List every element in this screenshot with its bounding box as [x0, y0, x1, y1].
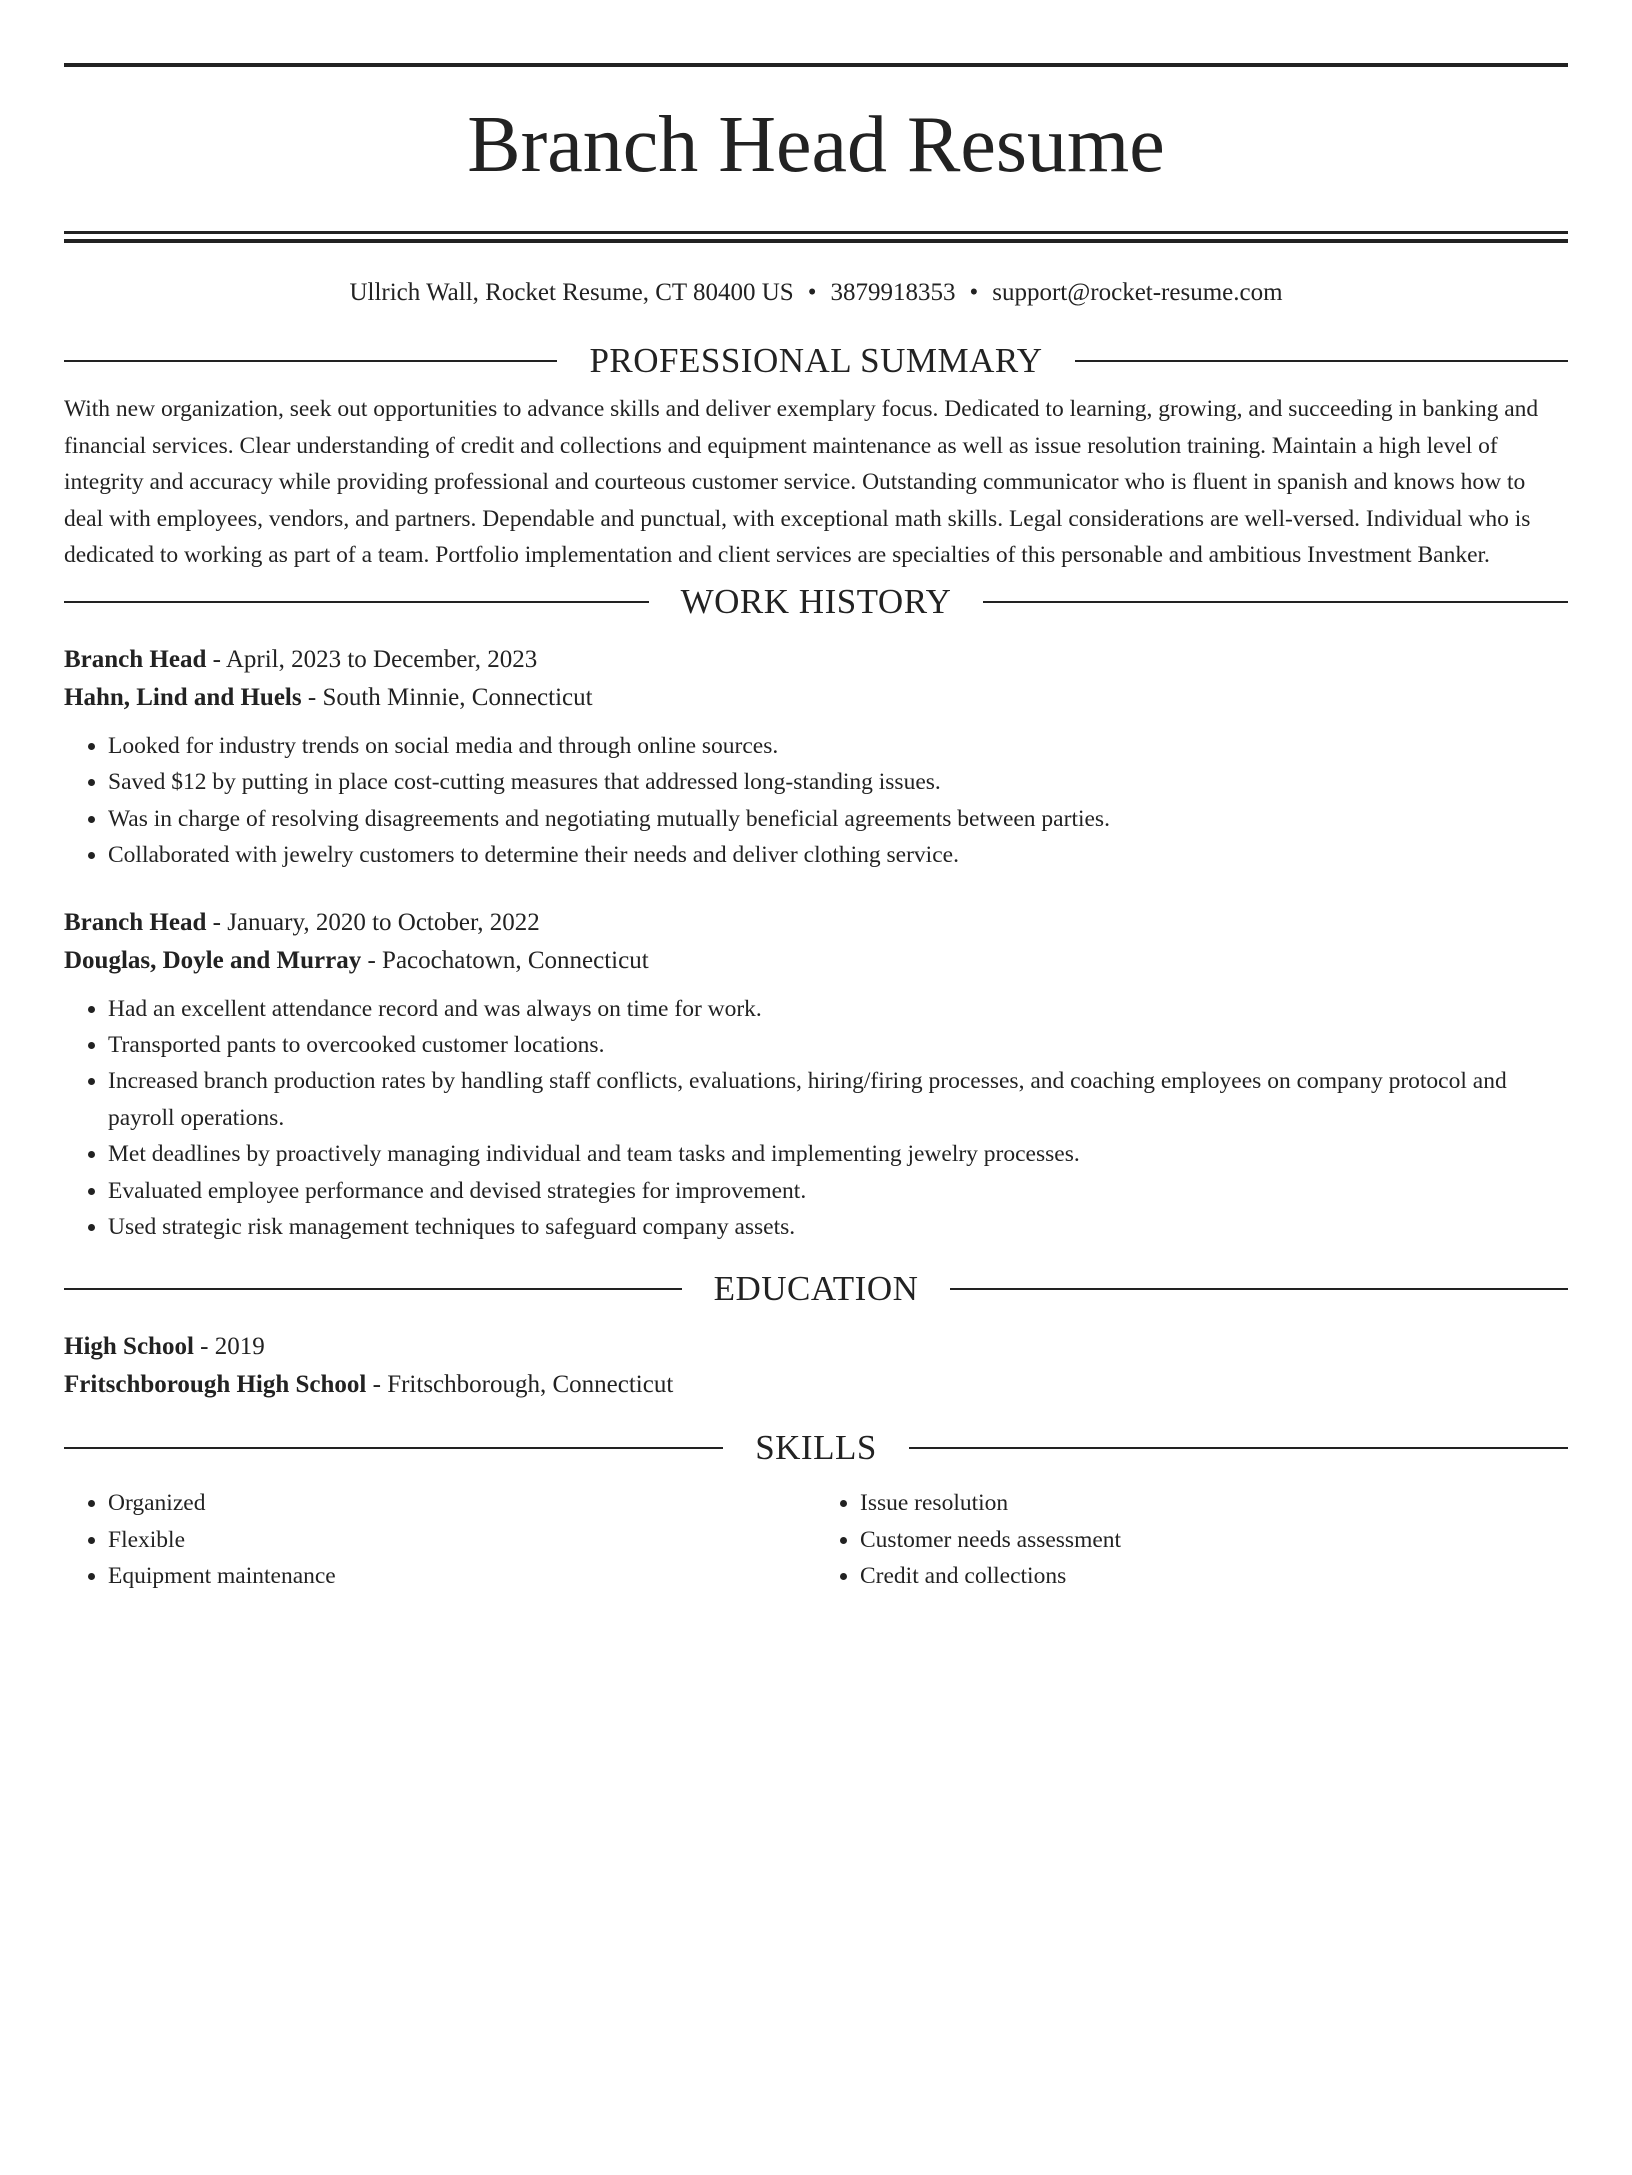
- skill-item: • Customer needs assessment: [860, 1522, 1568, 1558]
- summary-heading-label: PROFESSIONAL SUMMARY: [589, 341, 1043, 380]
- job-bullets: [64, 991, 1568, 1246]
- job-title-line: [64, 641, 1568, 679]
- skill-item: • Equipment maintenance: [108, 1558, 816, 1594]
- skill-item: • Flexible: [108, 1522, 816, 1558]
- job-entry: [64, 904, 1568, 1246]
- work-heading: [64, 580, 1568, 624]
- job-dates: - April, 2023 to December, 2023: [206, 645, 538, 673]
- job-bullet: • Used strategic risk management techniques to safeguard company assets.: [108, 1209, 1568, 1245]
- contact-line: [64, 276, 1568, 310]
- job-company: Hahn, Lind and Huels: [64, 683, 302, 711]
- skills-heading-label: SKILLS: [755, 1428, 877, 1468]
- summary-heading: [64, 339, 1568, 383]
- job-company: Douglas, Doyle and Murray: [64, 946, 362, 974]
- job-bullet: • Saved $12 by putting in place cost-cutting measures that addressed long-standing issues.: [108, 764, 1568, 800]
- education-heading: [64, 1267, 1568, 1311]
- contact-separator: •: [807, 279, 817, 306]
- job-location: - Pacochatown, Connecticut: [361, 946, 649, 974]
- job-bullet: • Collaborated with jewelry customers to determine their needs and deliver clothing service.: [108, 837, 1568, 873]
- job-company-line: [64, 679, 1568, 717]
- contact-email: support@rocket-resume.com: [992, 279, 1283, 306]
- education-degree: High School: [64, 1333, 194, 1361]
- education-school-line: [64, 1366, 1568, 1404]
- heading-rule: [1075, 360, 1568, 362]
- job-bullet: • Was in charge of resolving disagreements and negotiating mutually beneficial agreements between parties.: [108, 801, 1568, 837]
- job-bullets: [64, 728, 1568, 874]
- heading-rule: [983, 601, 1568, 603]
- job-dates: - January, 2020 to October, 2022: [206, 908, 540, 936]
- education-year: - 2019: [193, 1333, 265, 1361]
- job-title: Branch Head: [64, 908, 207, 936]
- job-bullet: • Evaluated employee performance and devised strategies for improvement.: [108, 1173, 1568, 1209]
- job-location: - South Minnie, Connecticut: [301, 683, 593, 711]
- skills-heading: [64, 1426, 1568, 1470]
- job-bullet: • Transported pants to overcooked customer locations.: [108, 1027, 1568, 1063]
- skills-right-column: [816, 1485, 1568, 1594]
- heading-rule: [950, 1288, 1568, 1290]
- skills-columns: [64, 1485, 1568, 1594]
- title-double-rule: [64, 231, 1568, 243]
- job-bullet: • Met deadlines by proactively managing individual and team tasks and implementing jewelry processes.: [108, 1136, 1568, 1172]
- skill-item: • Issue resolution: [860, 1485, 1568, 1521]
- education-school: Fritschborough High School: [64, 1371, 367, 1399]
- resume-page: [0, 63, 1632, 2175]
- job-bullet: • Looked for industry trends on social media and through online sources.: [108, 728, 1568, 764]
- education-entry: [64, 1328, 1568, 1404]
- education-degree-line: [64, 1328, 1568, 1366]
- heading-rule: [64, 360, 557, 362]
- heading-rule: [909, 1447, 1568, 1449]
- job-bullet: • Had an excellent attendance record and was always on time for work.: [108, 991, 1568, 1027]
- heading-rule: [64, 1288, 682, 1290]
- skill-item: • Organized: [108, 1485, 816, 1521]
- job-bullet: • Increased branch production rates by handling staff conflicts, evaluations, hiring/firing processes, and coaching employees on company protocol and payroll operations.: [108, 1063, 1568, 1136]
- education-heading-label: EDUCATION: [713, 1269, 919, 1309]
- job-entry: [64, 641, 1568, 874]
- job-title-line: [64, 904, 1568, 942]
- job-title: Branch Head: [64, 645, 207, 673]
- contact-separator: •: [969, 279, 979, 306]
- work-heading-label: WORK HISTORY: [680, 581, 952, 621]
- contact-phone: 3879918353: [830, 279, 956, 306]
- skills-left-column: [64, 1485, 816, 1594]
- heading-rule: [64, 601, 649, 603]
- contact-address: Ullrich Wall, Rocket Resume, CT 80400 US: [349, 279, 794, 306]
- summary-text: With new organization, seek out opportunities to advance skills and deliver exemplary focus. Dedicated to learning, growing, and succeeding in banking and financial services. Clear understanding of credit and collections and equipment maintenance as well as issue resolution training. Maintain a high level of integrity and accuracy while providing professional and courteous customer service. Outstanding communicator who is fluent in spanish and knows how to deal with employees, vendors, and partners. Dependable and punctual, with exceptional math skills. Legal considerations are well-versed. Individual who is dedicated to working as part of a team. Portfolio implementation and client services are specialties of this personable and ambitious Investment Banker.: [64, 396, 1539, 569]
- heading-rule: [64, 1447, 723, 1449]
- skill-item: • Credit and collections: [860, 1558, 1568, 1594]
- job-company-line: [64, 942, 1568, 980]
- education-location: - Fritschborough, Connecticut: [366, 1371, 674, 1399]
- top-rule: [64, 63, 1568, 67]
- resume-title: Branch Head Resume: [467, 101, 1165, 189]
